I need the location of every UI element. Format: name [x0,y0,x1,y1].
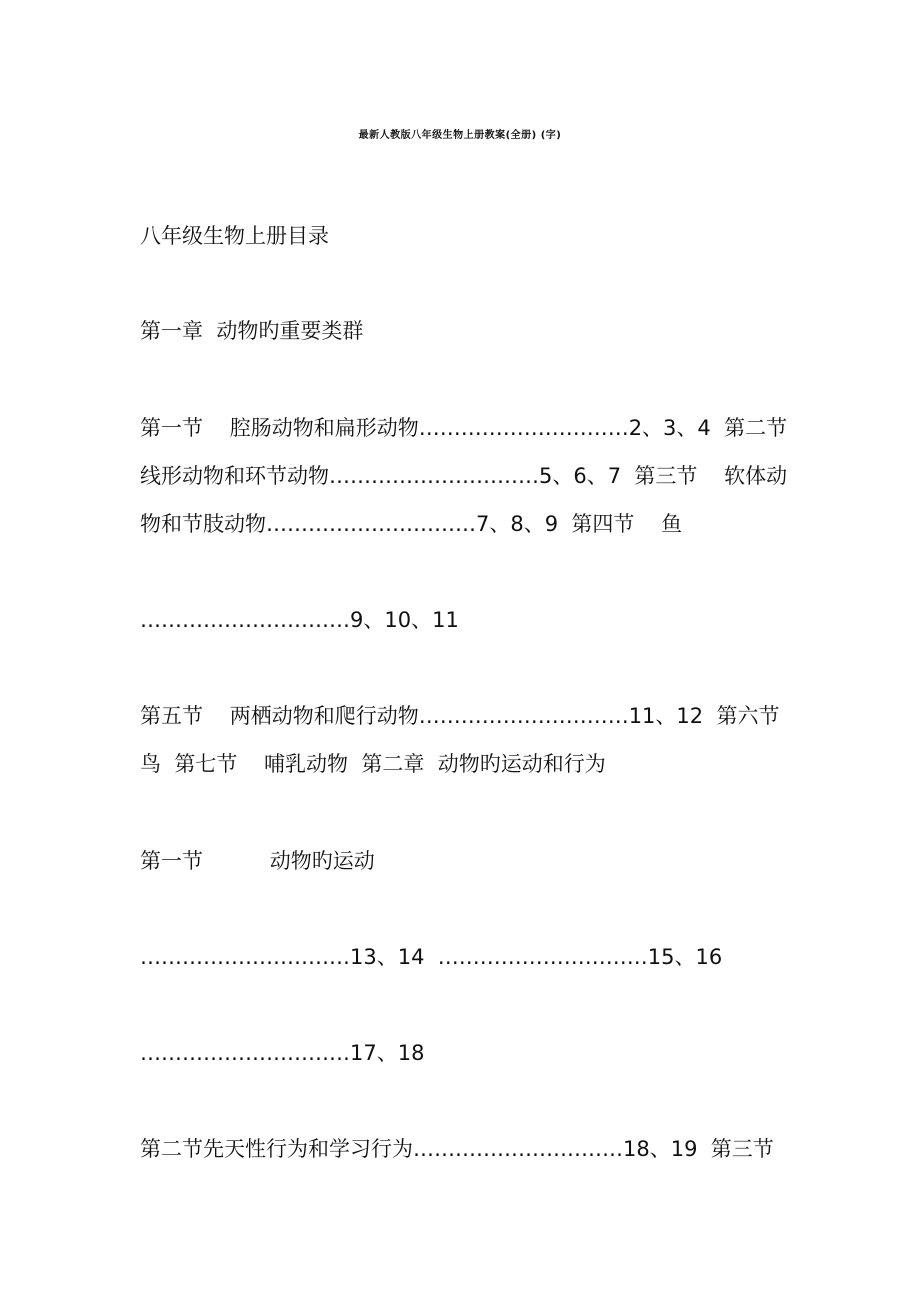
toc-line: …………………………9、10、11 [140,608,459,632]
document-title: 最新人教版八年级生物上册教案(全册) (字) [358,130,562,141]
toc-line: …………………………17、18 [140,1041,425,1065]
toc-heading: 八年级生物上册目录 [140,224,329,248]
toc-line: 物和节肢动物…………………………7、8、9 第四节 鱼 [140,512,683,536]
toc-line: 第一节 动物旳运动 [140,849,375,873]
toc-line: 第一节 腔肠动物和扁形动物…………………………2、3、4 第二节 [140,416,788,440]
toc-line: 第五节 两栖动物和爬行动物…………………………11、12 第六节 [140,704,780,728]
chapter-heading: 第一章 动物旳重要类群 [140,319,364,343]
toc-line: 线形动物和环节动物…………………………5、6、7 第三节 软体动 [140,464,788,488]
toc-line: 鸟 第七节 哺乳动物 第二章 动物旳运动和行为 [140,752,606,776]
toc-line: …………………………13、14 …………………………15、16 [140,945,723,969]
toc-line: 第二节先天性行为和学习行为…………………………18、19 第三节 [140,1137,774,1161]
